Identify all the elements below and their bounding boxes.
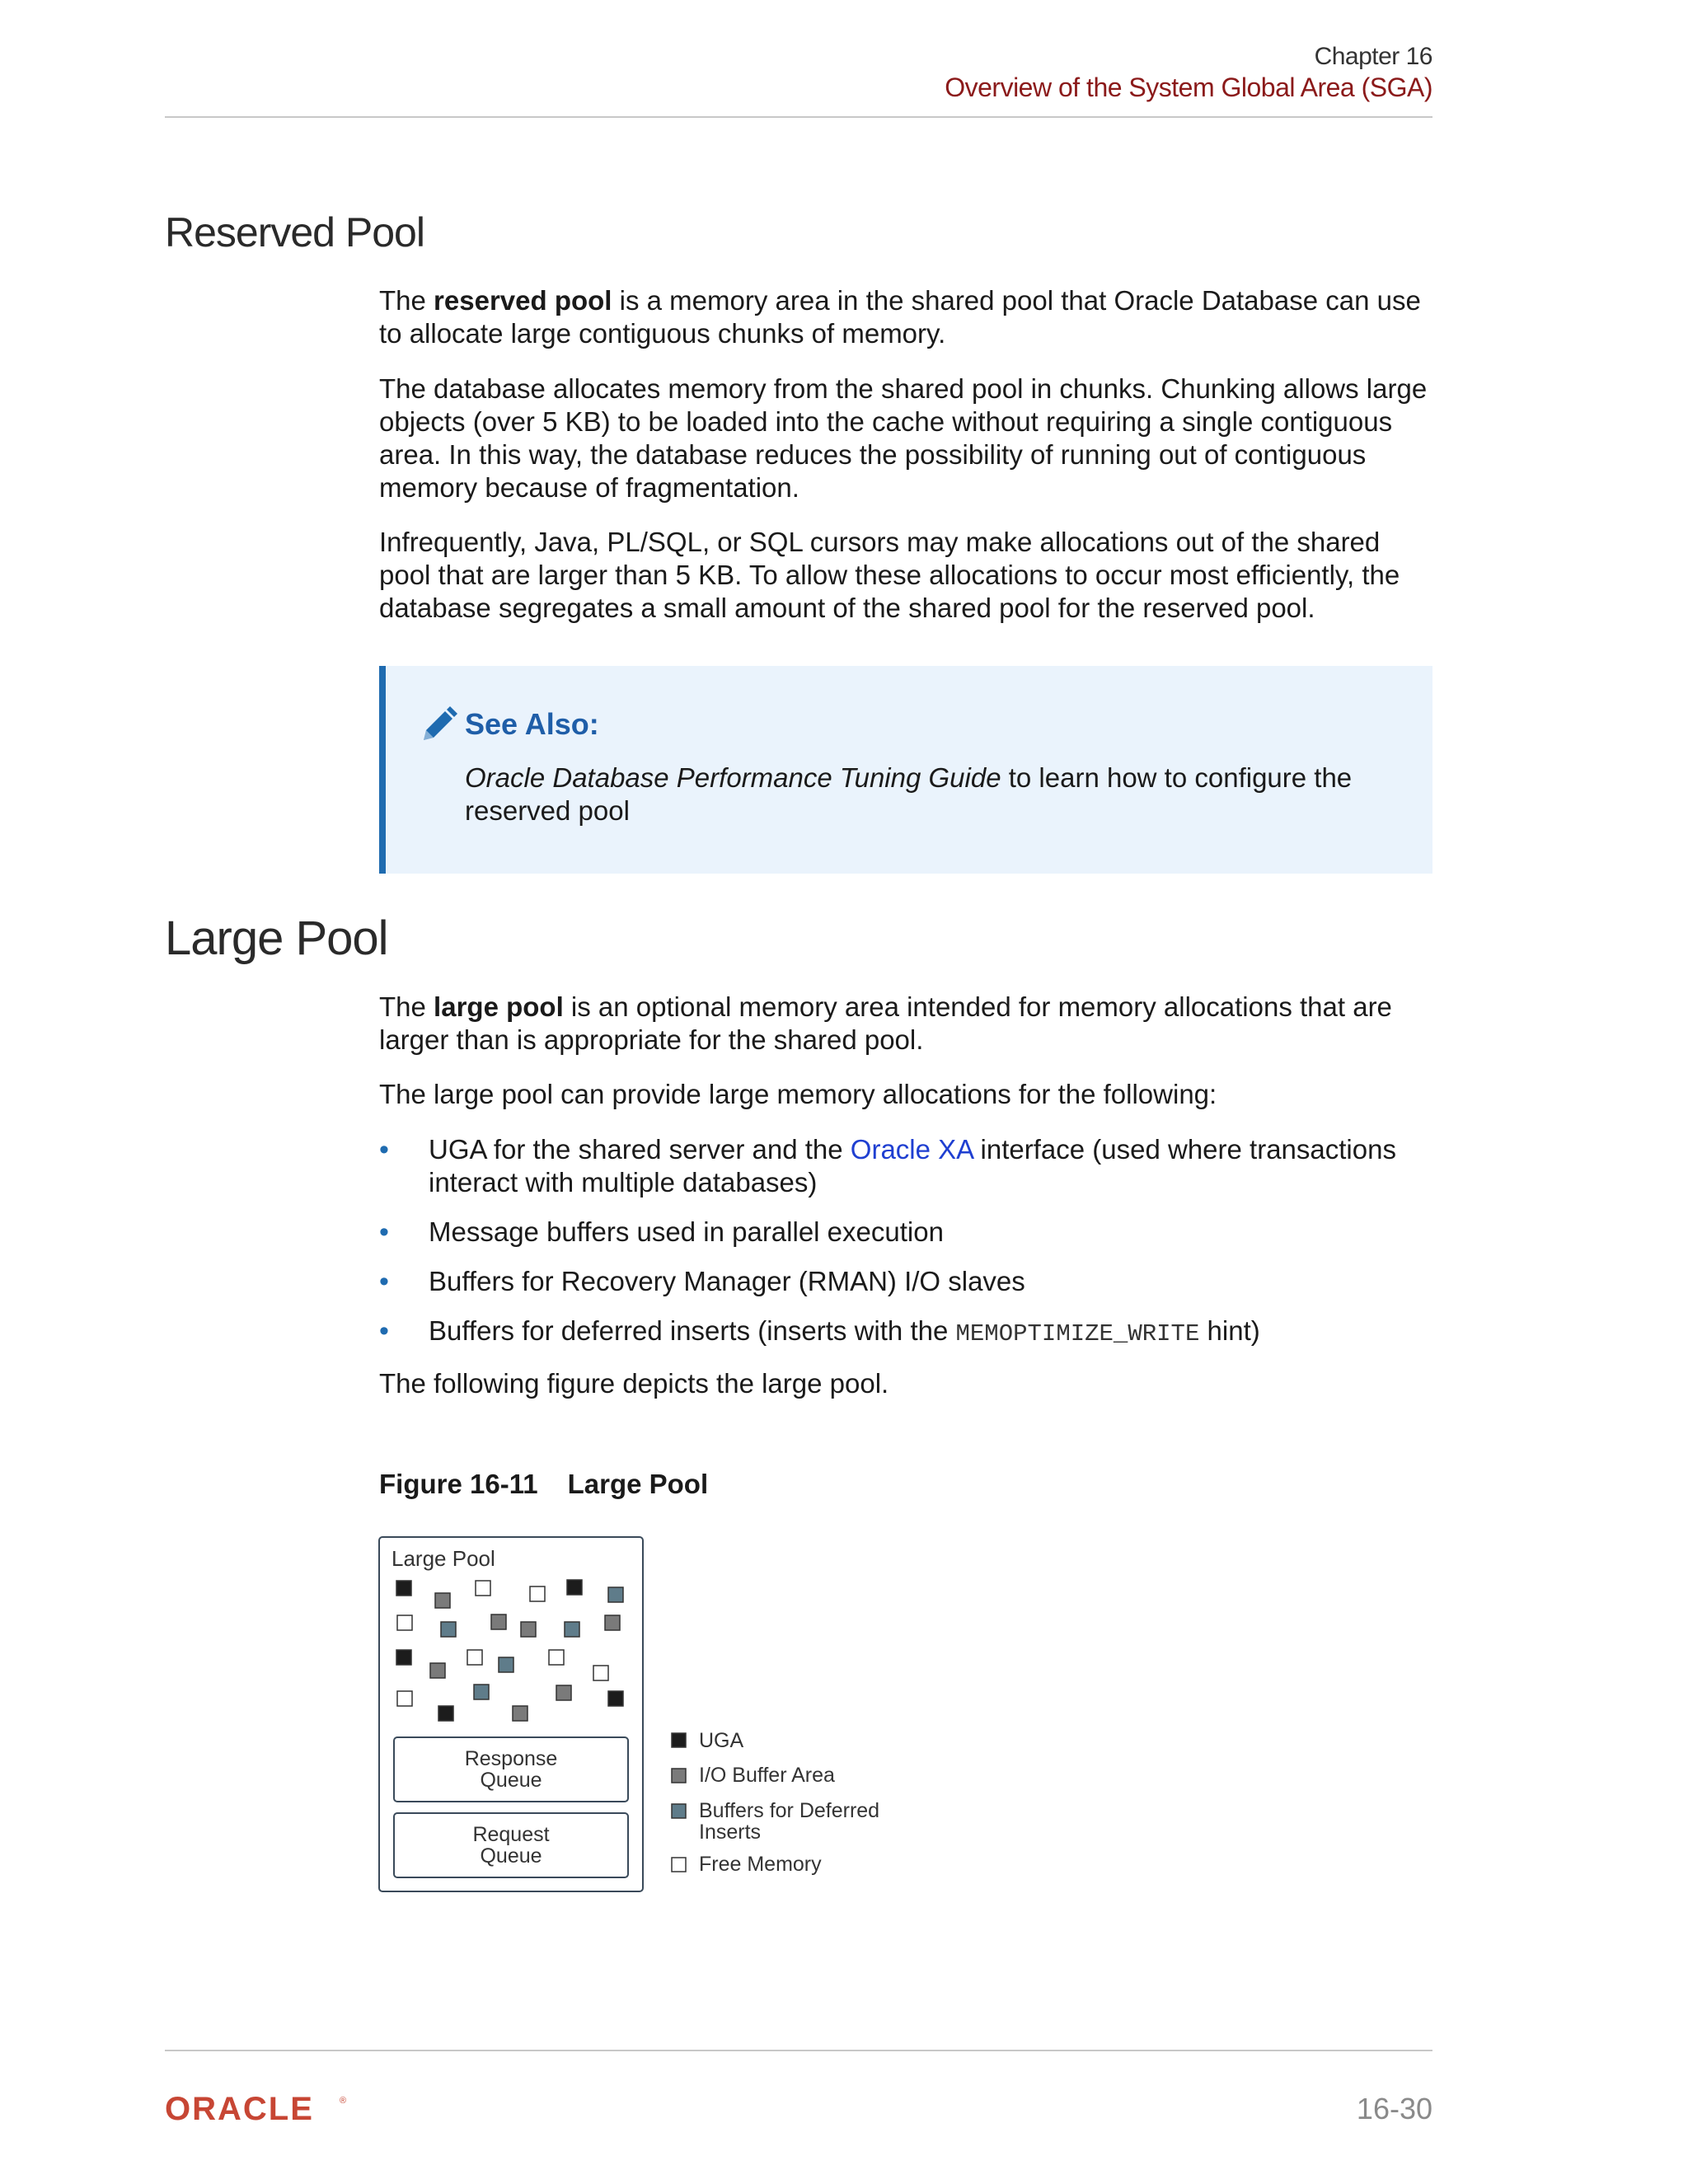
header-divider [165,116,1432,118]
large-pool-figure [375,1533,911,1896]
large-pool-term: large pool [434,991,564,1022]
list-item: • Message buffers used in parallel execution [379,1216,944,1248]
memory-block-io [435,1593,450,1608]
footer-divider [165,2050,1432,2051]
memory-block-io [521,1622,536,1637]
figure-caption: Figure 16-11 Large Pool [379,1469,709,1499]
memory-block-io [430,1663,445,1678]
oracle-xa-link[interactable]: Oracle XA [850,1134,973,1165]
svg-text:®: ® [340,2096,347,2106]
memory-block-deferred [565,1622,579,1637]
memory-block-uga [396,1650,411,1665]
reserved-pool-heading: Reserved Pool [165,209,424,255]
memory-block-io [513,1706,528,1721]
svg-text:ORACLE: ORACLE [165,2092,314,2125]
legend-free-swatch [672,1858,686,1872]
memory-block-free [476,1581,490,1596]
see-also-note [379,666,1432,874]
list-item: • Buffers for deferred inserts (inserts with the MEMOPTIMIZE_WRITE hint) [379,1315,1260,1347]
legend-deferred-label-line1: Buffers for Deferred [699,1799,880,1822]
memory-block-uga [608,1691,623,1706]
large-pool-heading: Large Pool [165,912,388,965]
memory-block-free [549,1650,564,1665]
response-queue-label-line1: Response [464,1747,558,1770]
pencil-icon [419,705,458,745]
legend-free-label: Free Memory [699,1853,822,1876]
bullet-icon: • [379,1216,389,1248]
see-also-text: Oracle Database Performance Tuning Guide to learn how to configure the reserved pool [465,762,1353,826]
memoptimize-write-code: MEMOPTIMIZE_WRITE [955,1320,1200,1347]
memory-block-free [593,1666,608,1680]
reserved-pool-paragraph-2: The database allocates memory from the shared pool in chunks. Chunking allows large objects (over 5 KB) to be loaded into the cache without requiring a single contiguous area. In this way, the database reduces the possibility of running out of contiguous memory because of fragmentation. [379,373,1428,503]
memory-block-deferred [474,1685,489,1699]
legend-uga-label: UGA [699,1729,744,1752]
reserved-pool-term: reserved pool [434,285,612,316]
memory-block-free [397,1691,412,1706]
list-item: • UGA for the shared server and the Oracle XA interface (used where transactions interact with multiple databases) [379,1134,1396,1197]
legend-deferred-swatch [672,1804,686,1818]
legend-io-label: I/O Buffer Area [699,1764,835,1787]
reserved-pool-paragraph-3: Infrequently, Java, PL/SQL, or SQL cursors may make allocations out of the shared pool that are larger than 5 KB. To allow these allocations to occur most efficiently, the database segregates a small amount of the shared pool for the reserved pool. [379,527,1400,623]
reserved-pool-paragraph-1: The reserved pool is a memory area in the shared pool that Oracle Database can use to allocate large contiguous chunks of memory. [379,285,1421,349]
memory-block-free [397,1615,412,1630]
large-pool-uses-list [379,1133,1442,1367]
page-number: 16-30 [1356,2092,1432,2125]
bullet-icon: • [379,1315,389,1347]
oracle-logo [165,2092,363,2129]
bullet-icon: • [379,1266,389,1297]
memory-block-io [605,1615,620,1630]
memory-block-uga [438,1706,453,1721]
memory-block-free [467,1650,482,1665]
chapter-label: Chapter 16 [1314,43,1432,70]
legend-deferred-label-line2: Inserts [699,1821,762,1844]
large-pool-paragraph-3: The following figure depicts the large pool. [379,1368,889,1399]
large-pool-box-label: Large Pool [392,1546,495,1571]
chapter-title: Overview of the System Global Area (SGA) [945,73,1432,102]
memory-block-deferred [499,1657,513,1672]
response-queue-label-line2: Queue [480,1769,542,1792]
memory-block-io [556,1685,571,1700]
memory-block-deferred [441,1622,456,1637]
large-pool-paragraph-1: The large pool is an optional memory area intended for memory allocations that are larger than is appropriate for the shared pool. [379,991,1392,1055]
request-queue-label-line1: Request [472,1823,550,1846]
list-item: • Buffers for Recovery Manager (RMAN) I/O slaves [379,1266,1025,1297]
bullet-icon: • [379,1134,389,1165]
large-pool-diagram [375,1533,911,1896]
see-also-book-title[interactable]: Oracle Database Performance Tuning Guide [465,762,1001,793]
request-queue-label-line2: Queue [480,1844,542,1868]
large-pool-paragraph-2: The large pool can provide large memory allocations for the following: [379,1079,1217,1109]
memory-block-uga [396,1581,411,1596]
legend-uga-swatch [672,1733,686,1747]
memory-block-uga [567,1580,582,1595]
legend-io-swatch [672,1769,686,1783]
memory-block-free [530,1586,545,1601]
memory-block-deferred [608,1587,623,1602]
memory-block-io [491,1615,506,1629]
see-also-title: See Also: [465,707,599,741]
